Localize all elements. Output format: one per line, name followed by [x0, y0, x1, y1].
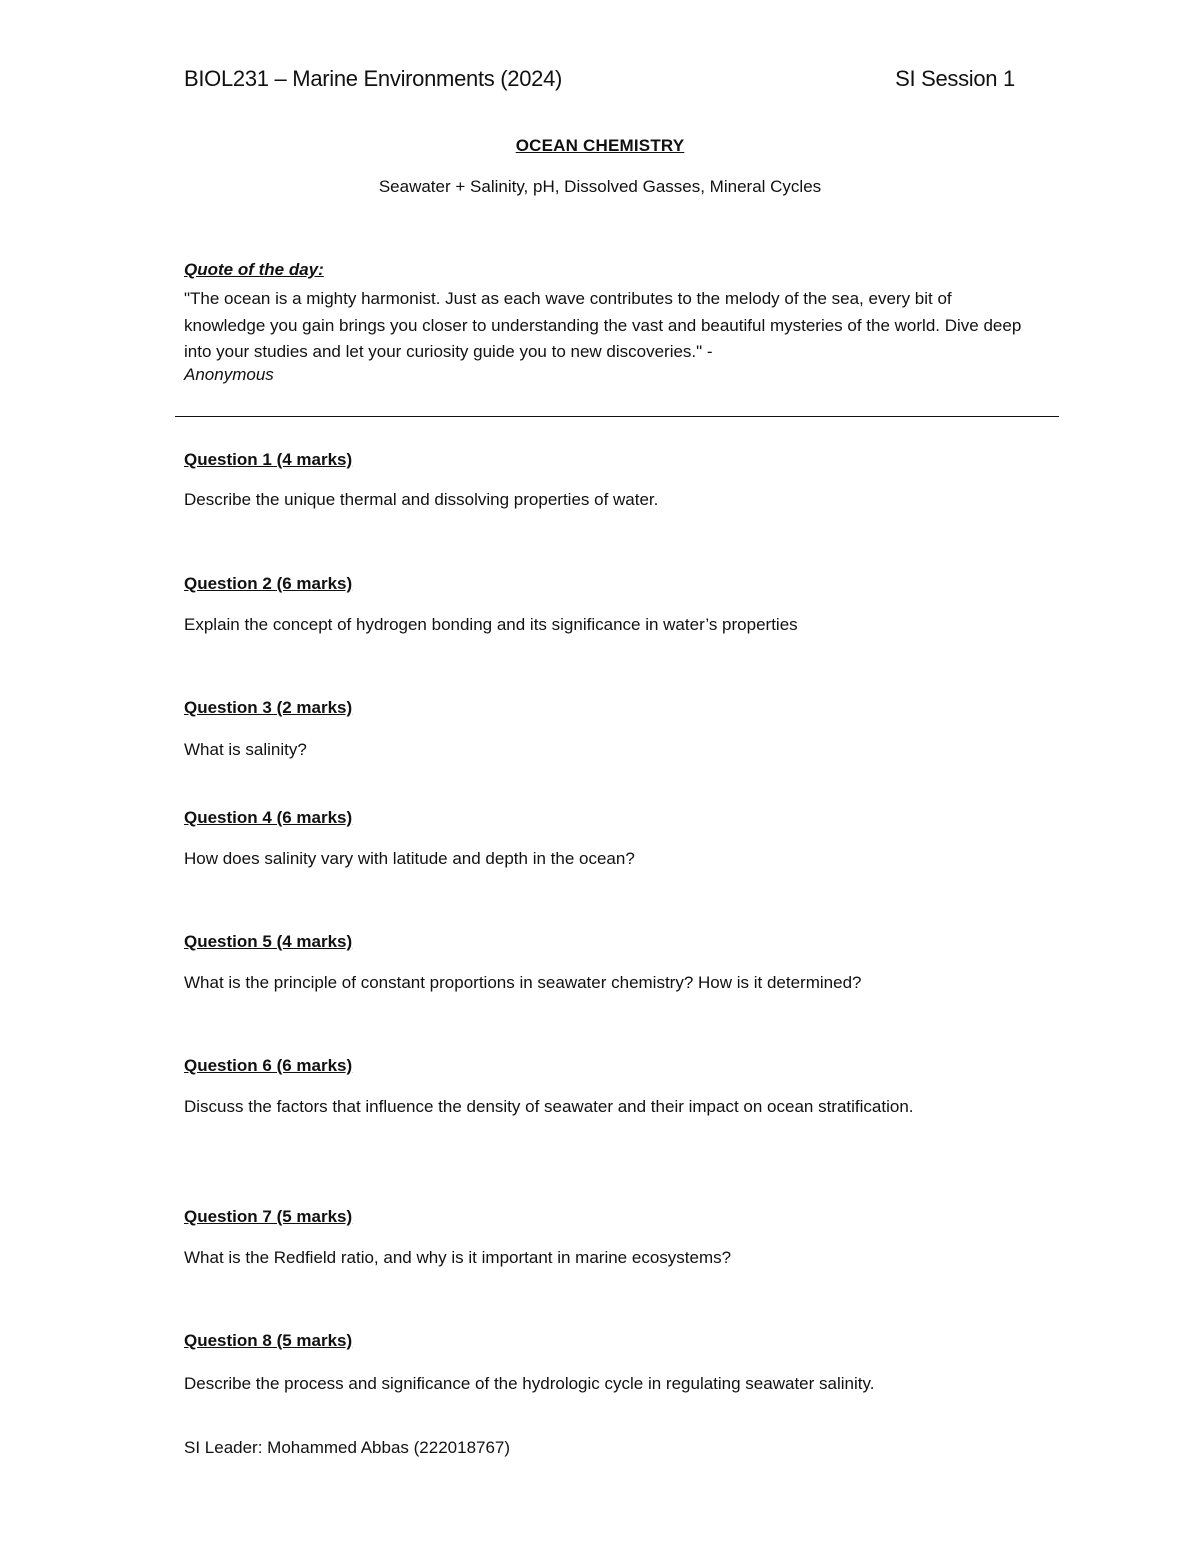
question-7-heading: Question 7 (5 marks) [184, 1207, 353, 1226]
question-8-text: Describe the process and significance of the hydrologic cycle in regulating seawater salinity. [184, 1374, 875, 1393]
quote-author: Anonymous [184, 365, 274, 384]
question-8-heading: Question 8 (5 marks) [184, 1331, 353, 1350]
question-1-heading: Question 1 (4 marks) [184, 450, 353, 469]
section-divider [175, 416, 1059, 417]
si-leader-footer: SI Leader: Mohammed Abbas (222018767) [184, 1438, 511, 1457]
quote-label: Quote of the day: [184, 260, 324, 279]
question-6-heading: Question 6 (6 marks) [184, 1056, 353, 1075]
question-5-text: What is the principle of constant proportions in seawater chemistry? How is it determined? [184, 973, 862, 992]
header-course: BIOL231 – Marine Environments (2024) [184, 66, 563, 91]
question-3-heading: Question 3 (2 marks) [184, 698, 353, 717]
question-2-text: Explain the concept of hydrogen bonding and its significance in water’s properties [184, 615, 798, 634]
question-1-text: Describe the unique thermal and dissolving properties of water. [184, 490, 659, 509]
question-6-text: Discuss the factors that influence the density of seawater and their impact on ocean stratification. [184, 1097, 914, 1116]
question-3-text: What is salinity? [184, 740, 307, 759]
page-title: OCEAN CHEMISTRY [515, 136, 685, 155]
header-session: SI Session 1 [895, 66, 1015, 91]
question-4-heading: Question 4 (6 marks) [184, 808, 353, 827]
question-7-text: What is the Redfield ratio, and why is it important in marine ecosystems? [184, 1248, 732, 1267]
question-2-heading: Question 2 (6 marks) [184, 574, 353, 593]
question-5-heading: Question 5 (4 marks) [184, 932, 353, 951]
question-4-text: How does salinity vary with latitude and depth in the ocean? [184, 849, 635, 868]
quote-text: "The ocean is a mighty harmonist. Just as each wave contributes to the melody of the sea, every bit of knowledge you gain brings you closer to understanding the vast and beautiful mysteries of the world. Dive deep into your studies and let your curiosity guide you to new discoveries." - [184, 289, 1022, 361]
page-subtitle: Seawater + Salinity, pH, Dissolved Gasses, Mineral Cycles [378, 177, 822, 196]
